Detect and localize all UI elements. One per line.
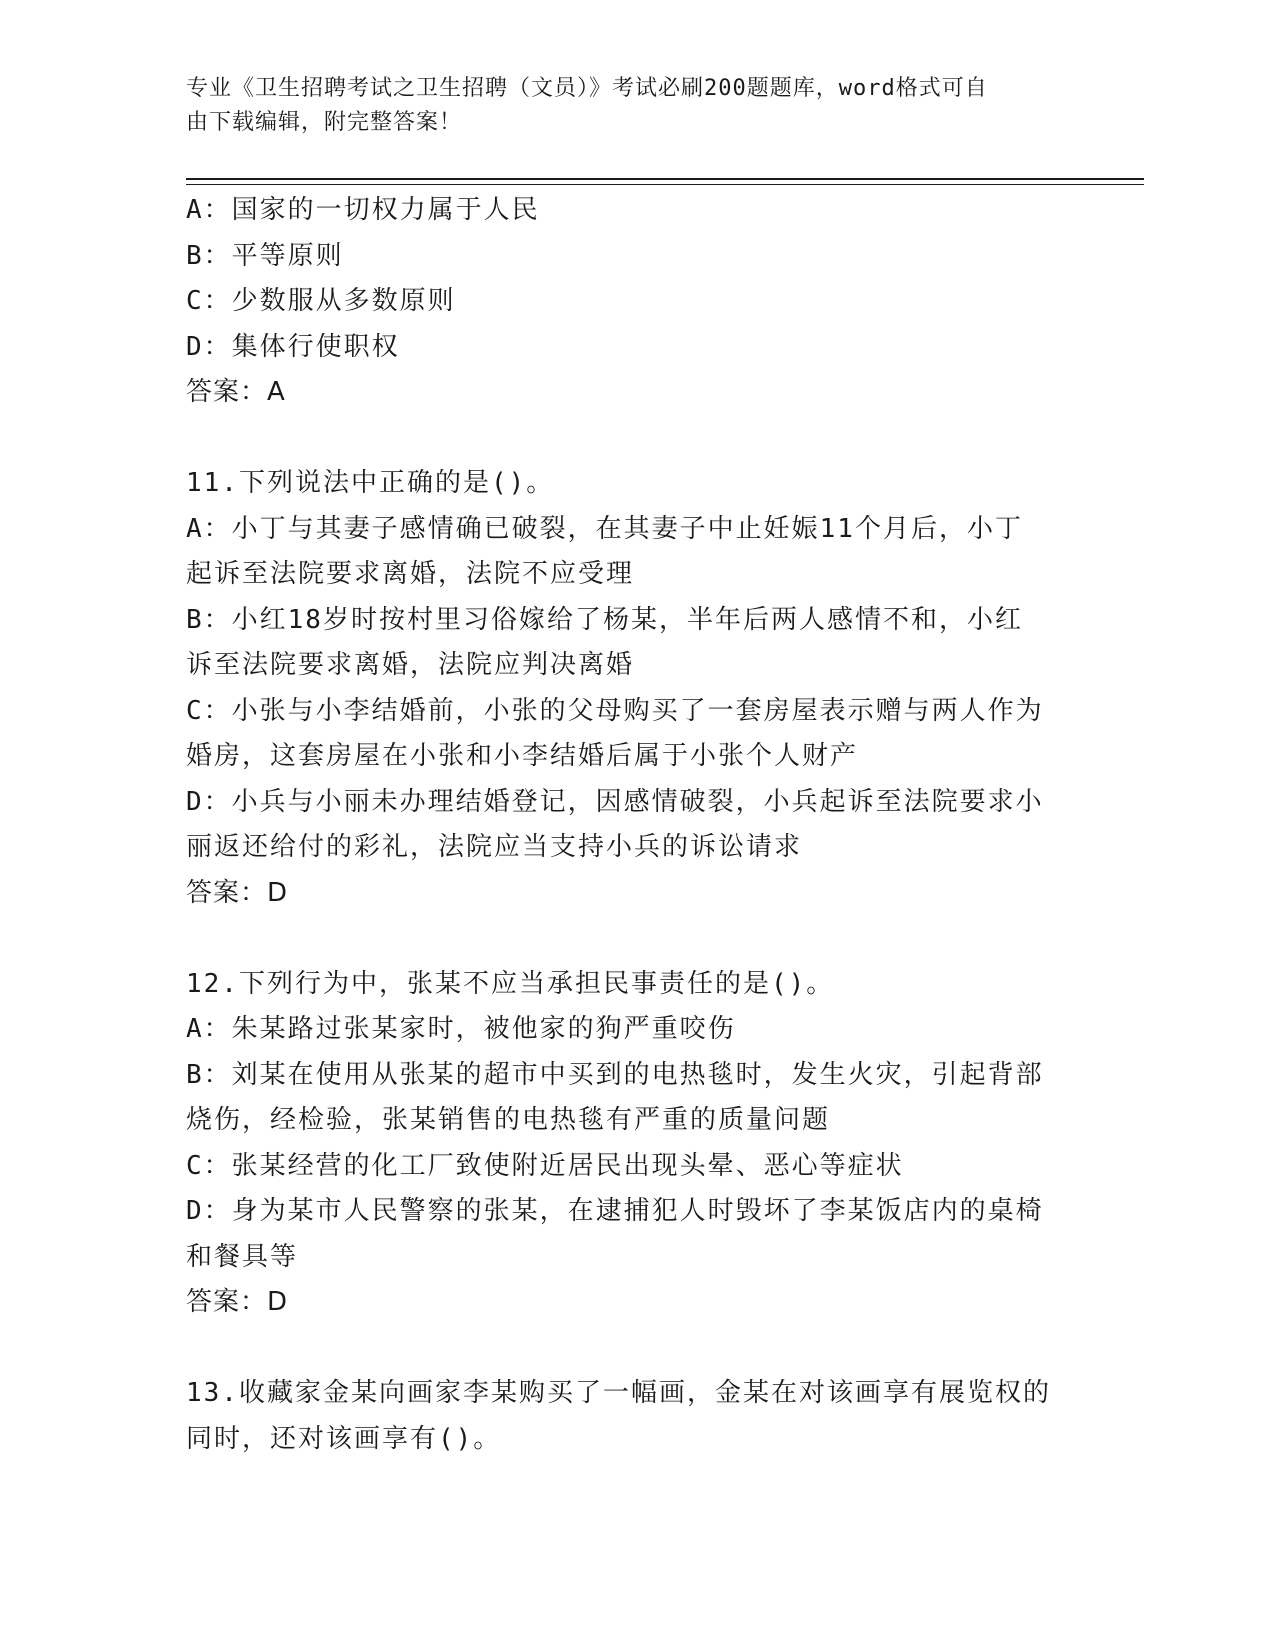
q11-option-c-line-2: 婚房，这套房屋在小张和小李结婚后属于小张个人财产 bbox=[186, 741, 859, 771]
question-13-block bbox=[186, 1371, 1066, 1462]
q10-option-a: A：国家的一切权力属于人民 bbox=[186, 195, 540, 225]
q11-answer: 答案：D bbox=[186, 877, 289, 908]
q12-option-b-line-1: B：刘某在使用从张某的超市中买到的电热毯时，发生火灾，引起背部 bbox=[186, 1059, 1044, 1090]
q10-answer: 答案：A bbox=[186, 377, 286, 407]
q11-option-c-line-1: C：小张与小李结婚前，小张的父母购买了一套房屋表示赠与两人作为 bbox=[186, 695, 1044, 726]
q11-option-b-line-1: B：小红18岁时按村里习俗嫁给了杨某，半年后两人感情不和，小红 bbox=[186, 604, 1023, 635]
q11-option-a-line-2: 起诉至法院要求离婚，法院不应受理 bbox=[186, 559, 635, 589]
spacer bbox=[186, 416, 1066, 462]
question-list bbox=[186, 188, 1066, 1462]
q12-option-d-line-2: 和餐具等 bbox=[186, 1241, 299, 1272]
spacer bbox=[186, 916, 1066, 962]
q11-option-d-line-1: D：小兵与小丽未办理结婚登记，因感情破裂，小兵起诉至法院要求小 bbox=[186, 786, 1044, 817]
document-header bbox=[186, 72, 1066, 140]
header-line-2: 由下载编辑，附完整答案！ bbox=[186, 110, 463, 135]
q12-option-a: A：朱某路过张某家时，被他家的狗严重咬伤 bbox=[186, 1014, 736, 1044]
q12-option-b-line-2: 烧伤，经检验，张某销售的电热毯有严重的质量问题 bbox=[186, 1105, 831, 1135]
q11-option-b-line-2: 诉至法院要求离婚，法院应判决离婚 bbox=[186, 650, 635, 680]
q11-option-a-line-1: A：小丁与其妻子感情确已破裂，在其妻子中止妊娠11个月后，小丁 bbox=[186, 513, 1023, 544]
q12-option-c: C：张某经营的化工厂致使附近居民出现头晕、恶心等症状 bbox=[186, 1150, 904, 1181]
q11-option-d-line-2: 丽返还给付的彩礼，法院应当支持小兵的诉讼请求 bbox=[186, 832, 803, 862]
question-12-block bbox=[186, 962, 1066, 1326]
header-divider-thick bbox=[186, 178, 1144, 180]
header-divider-thin bbox=[186, 184, 1144, 185]
q12-answer: 答案：D bbox=[186, 1287, 289, 1317]
question-10-block bbox=[186, 188, 1066, 416]
q12-option-d-line-1: D：身为某市人民警察的张某，在逮捕犯人时毁坏了李某饭店内的桌椅 bbox=[186, 1196, 1044, 1226]
q13-stem-line-1: 13.收藏家金某向画家李某购买了一幅画，金某在对该画享有展览权的 bbox=[186, 1378, 1051, 1408]
q11-stem: 11.下列说法中正确的是()。 bbox=[186, 468, 555, 498]
q10-option-d: D：集体行使职权 bbox=[186, 331, 400, 362]
q10-option-b: B：平等原则 bbox=[186, 240, 344, 271]
header-line-1: 专业《卫生招聘考试之卫生招聘（文员）》考试必刷200题题库，word格式可自 bbox=[186, 76, 988, 101]
spacer bbox=[186, 1326, 1066, 1372]
q13-stem-line-2: 同时，还对该画享有()。 bbox=[186, 1423, 502, 1454]
q12-stem: 12.下列行为中，张某不应当承担民事责任的是()。 bbox=[186, 968, 835, 999]
question-11-block bbox=[186, 461, 1066, 916]
q10-option-c: C：少数服从多数原则 bbox=[186, 286, 456, 316]
